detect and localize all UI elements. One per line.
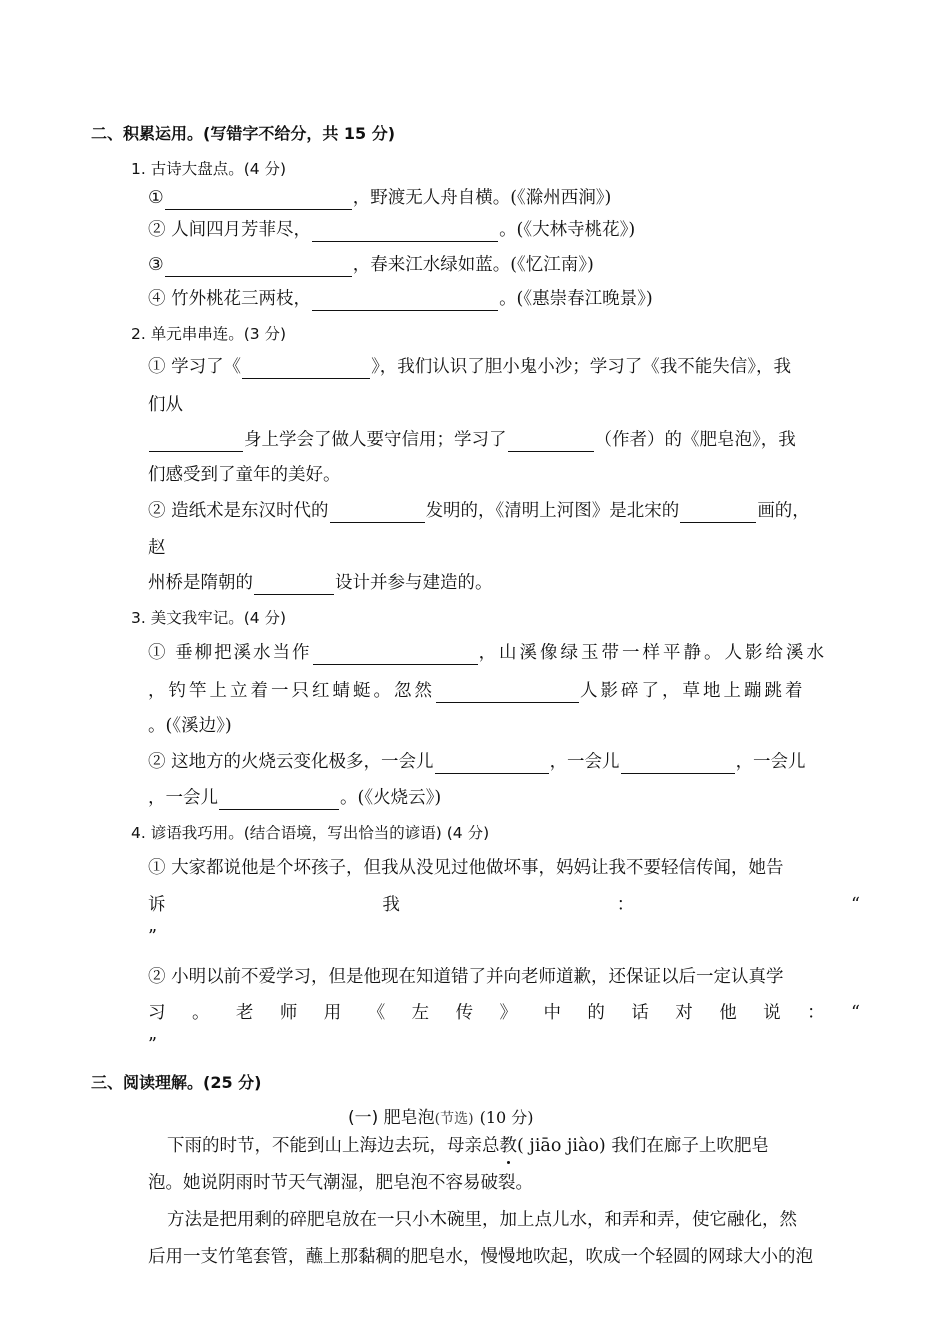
q3-line-b: [148, 679, 806, 703]
q3-line-e: [148, 786, 441, 810]
q2-d-blank-1[interactable]: [330, 502, 425, 523]
q4-line-d: ② 小明以前不爱学习，但是他现在知道错了并向老师道歉，还保证以后一定认真学: [148, 967, 784, 987]
q3-e-text-2: 。(《火烧云》): [340, 788, 442, 808]
q2-e-blank[interactable]: [254, 574, 334, 595]
q4-e-token: 师: [279, 1003, 298, 1023]
q1-l3-marker: ③: [148, 255, 164, 275]
q2-b-text-1: 身上学会了做人要守信用；学习了: [244, 430, 507, 450]
q1-line-4: [148, 287, 653, 311]
q3-a-blank[interactable]: [313, 644, 478, 665]
q1-l1-marker: ①: [148, 188, 164, 208]
q1-l4-text-b: 。(《惠崇春江晚景》): [499, 289, 653, 309]
q4-line-f: ”: [148, 1035, 157, 1055]
q4-e-token: 老: [235, 1003, 254, 1023]
q4-e-token: 左: [411, 1003, 430, 1023]
q2-a-text-1: ① 学习了《: [148, 357, 242, 377]
q4-line-a: ① 大家都说他是个坏孩子，但我从没见过他做坏事，妈妈让我不要轻信传闻，她告: [148, 858, 784, 878]
q4-e-token: 习: [148, 1003, 166, 1023]
q4-b-token: 诉: [148, 895, 166, 915]
para-1-text-1: 下雨的时节，不能到山上海边去玩，母亲总: [167, 1136, 500, 1156]
q2-a-text-2: 》，我们认识了胆小鬼小沙；学习了《我不能失信》，我: [371, 357, 792, 377]
q4-e-token: 对: [675, 1003, 693, 1023]
q4-e-token: 。: [191, 1003, 210, 1023]
q1-title: 1. 古诗大盘点。(4 分): [131, 160, 287, 178]
q2-line-a: [148, 355, 791, 379]
q1-line-1: [148, 186, 611, 210]
q3-title: 3. 美文我牢记。(4 分): [131, 609, 287, 627]
q2-line-a-wrap: 们从: [148, 395, 183, 415]
q4-b-token: ：: [616, 895, 635, 915]
q2-b-text-2: （作者）的《肥皂泡》，我: [594, 430, 796, 450]
q4-title: 4. 谚语我巧用。(结合语境，写出恰当的谚语) (4 分): [131, 824, 490, 842]
q2-b-blank-1[interactable]: [149, 431, 243, 452]
q3-line-c: 。(《溪边》): [148, 716, 232, 736]
q4-e-token: 他: [719, 1003, 737, 1023]
q3-b-text-1: ，钓竿上立着一只红蜻蜓。忽然: [148, 681, 435, 701]
q4-e-token: 话: [631, 1003, 649, 1023]
section-2-heading: 二、积累运用。(写错字不给分，共 15 分): [91, 124, 396, 143]
q2-line-d: [148, 499, 810, 523]
q2-d-blank-2[interactable]: [680, 502, 756, 523]
q4-e-token: 的: [587, 1003, 605, 1023]
passage-title: [348, 1106, 534, 1131]
q1-l1-text: ，野渡无人舟自横。(《滁州西涧》): [352, 188, 612, 208]
q2-d-text-3: 画的，: [757, 501, 810, 521]
q2-a-blank[interactable]: [242, 358, 370, 379]
q3-d-text-2: ，一会儿: [549, 752, 620, 772]
q1-l4-blank[interactable]: [312, 290, 498, 311]
q3-a-text-2: ，山溪像绿玉带一样平静。人影给溪水: [478, 643, 828, 663]
passage-para-1: [167, 1134, 769, 1158]
para-1-text-2: ( jiāo jiào) 我们在廊子上吹肥皂: [517, 1136, 769, 1156]
q1-line-3: [148, 253, 594, 277]
q2-e-text-2: 设计并参与建造的。: [335, 573, 493, 593]
q2-d-text-1: ② 造纸术是东汉时代的: [148, 501, 329, 521]
q3-line-a: [148, 641, 858, 665]
passage-para-2: 方法是把用剩的碎肥皂放在一只小木碗里，加上点儿水，和弄和弄，使它融化，然: [167, 1210, 797, 1230]
q3-a-text-1: ① 垂柳把溪水当作: [148, 643, 312, 663]
passage-score: (10 分): [479, 1108, 534, 1127]
q4-e-token: ：: [807, 1003, 825, 1023]
q2-line-c: 们感受到了童年的美好。: [148, 465, 341, 485]
q3-b-blank[interactable]: [436, 682, 579, 703]
q2-line-b: [148, 428, 796, 452]
q3-d-blank-2[interactable]: [621, 753, 735, 774]
section-3-heading: 三、阅读理解。(25 分): [91, 1073, 262, 1092]
q1-l4-text-a: ④ 竹外桃花三两枝，: [148, 289, 312, 309]
q2-line-e: [148, 571, 493, 595]
q1-l1-blank[interactable]: [165, 189, 352, 210]
q2-line-d-wrap: 赵: [148, 538, 166, 558]
q1-line-2: [148, 218, 635, 242]
para-1-dotted-char: 教: [499, 1136, 517, 1156]
q4-e-token: 说: [763, 1003, 781, 1023]
q2-e-text-1: 州桥是隋朝的: [148, 573, 253, 593]
q3-e-text-1: ，一会儿: [148, 788, 218, 808]
q1-l2-text-b: 。(《大林寺桃花》): [499, 220, 636, 240]
q3-d-text-3: ，一会儿: [735, 752, 806, 772]
q4-e-token: 《: [367, 1003, 386, 1023]
q3-d-text-1: ② 这地方的火烧云变化极多，一会儿: [148, 752, 434, 772]
q2-title: 2. 单元串串连。(3 分): [131, 325, 287, 343]
passage-title-text: (一) 肥皂泡: [348, 1108, 435, 1128]
passage-title-note: (节选): [434, 1111, 474, 1127]
q4-line-b: [148, 893, 860, 917]
q4-line-c: ”: [148, 927, 157, 947]
q4-line-e: [148, 1001, 860, 1025]
q4-e-token: 中: [543, 1003, 561, 1023]
q1-l3-blank[interactable]: [165, 256, 352, 277]
q4-b-token: 我: [382, 895, 400, 915]
q4-e-token: “: [851, 1003, 860, 1023]
passage-para-2-line-2: 后用一支竹笔套管，蘸上那黏稠的肥皂水，慢慢地吹起，吹成一个轻圆的网球大小的泡: [148, 1247, 813, 1267]
passage-para-1-line-2: 泡。她说阴雨时节天气潮湿，肥皂泡不容易破裂。: [148, 1173, 533, 1193]
q4-e-token: 用: [323, 1003, 342, 1023]
q4-e-token: 传: [455, 1003, 474, 1023]
q2-b-blank-2[interactable]: [508, 431, 594, 452]
q1-l2-blank[interactable]: [312, 221, 498, 242]
q4-b-token: “: [851, 895, 860, 915]
q3-e-blank[interactable]: [219, 789, 339, 810]
q2-d-text-2: 发明的，《清明上河图》是北宋的: [425, 501, 680, 521]
q3-b-text-2: 人影碎了，草地上蹦跳着: [580, 681, 806, 701]
q1-l2-text-a: ② 人间四月芳菲尽，: [148, 220, 312, 240]
q1-l3-text: ，春来江水绿如蓝。(《忆江南》): [352, 255, 594, 275]
q4-e-token: 》: [499, 1003, 517, 1023]
q3-d-blank-1[interactable]: [435, 753, 549, 774]
q3-line-d: [148, 750, 806, 774]
